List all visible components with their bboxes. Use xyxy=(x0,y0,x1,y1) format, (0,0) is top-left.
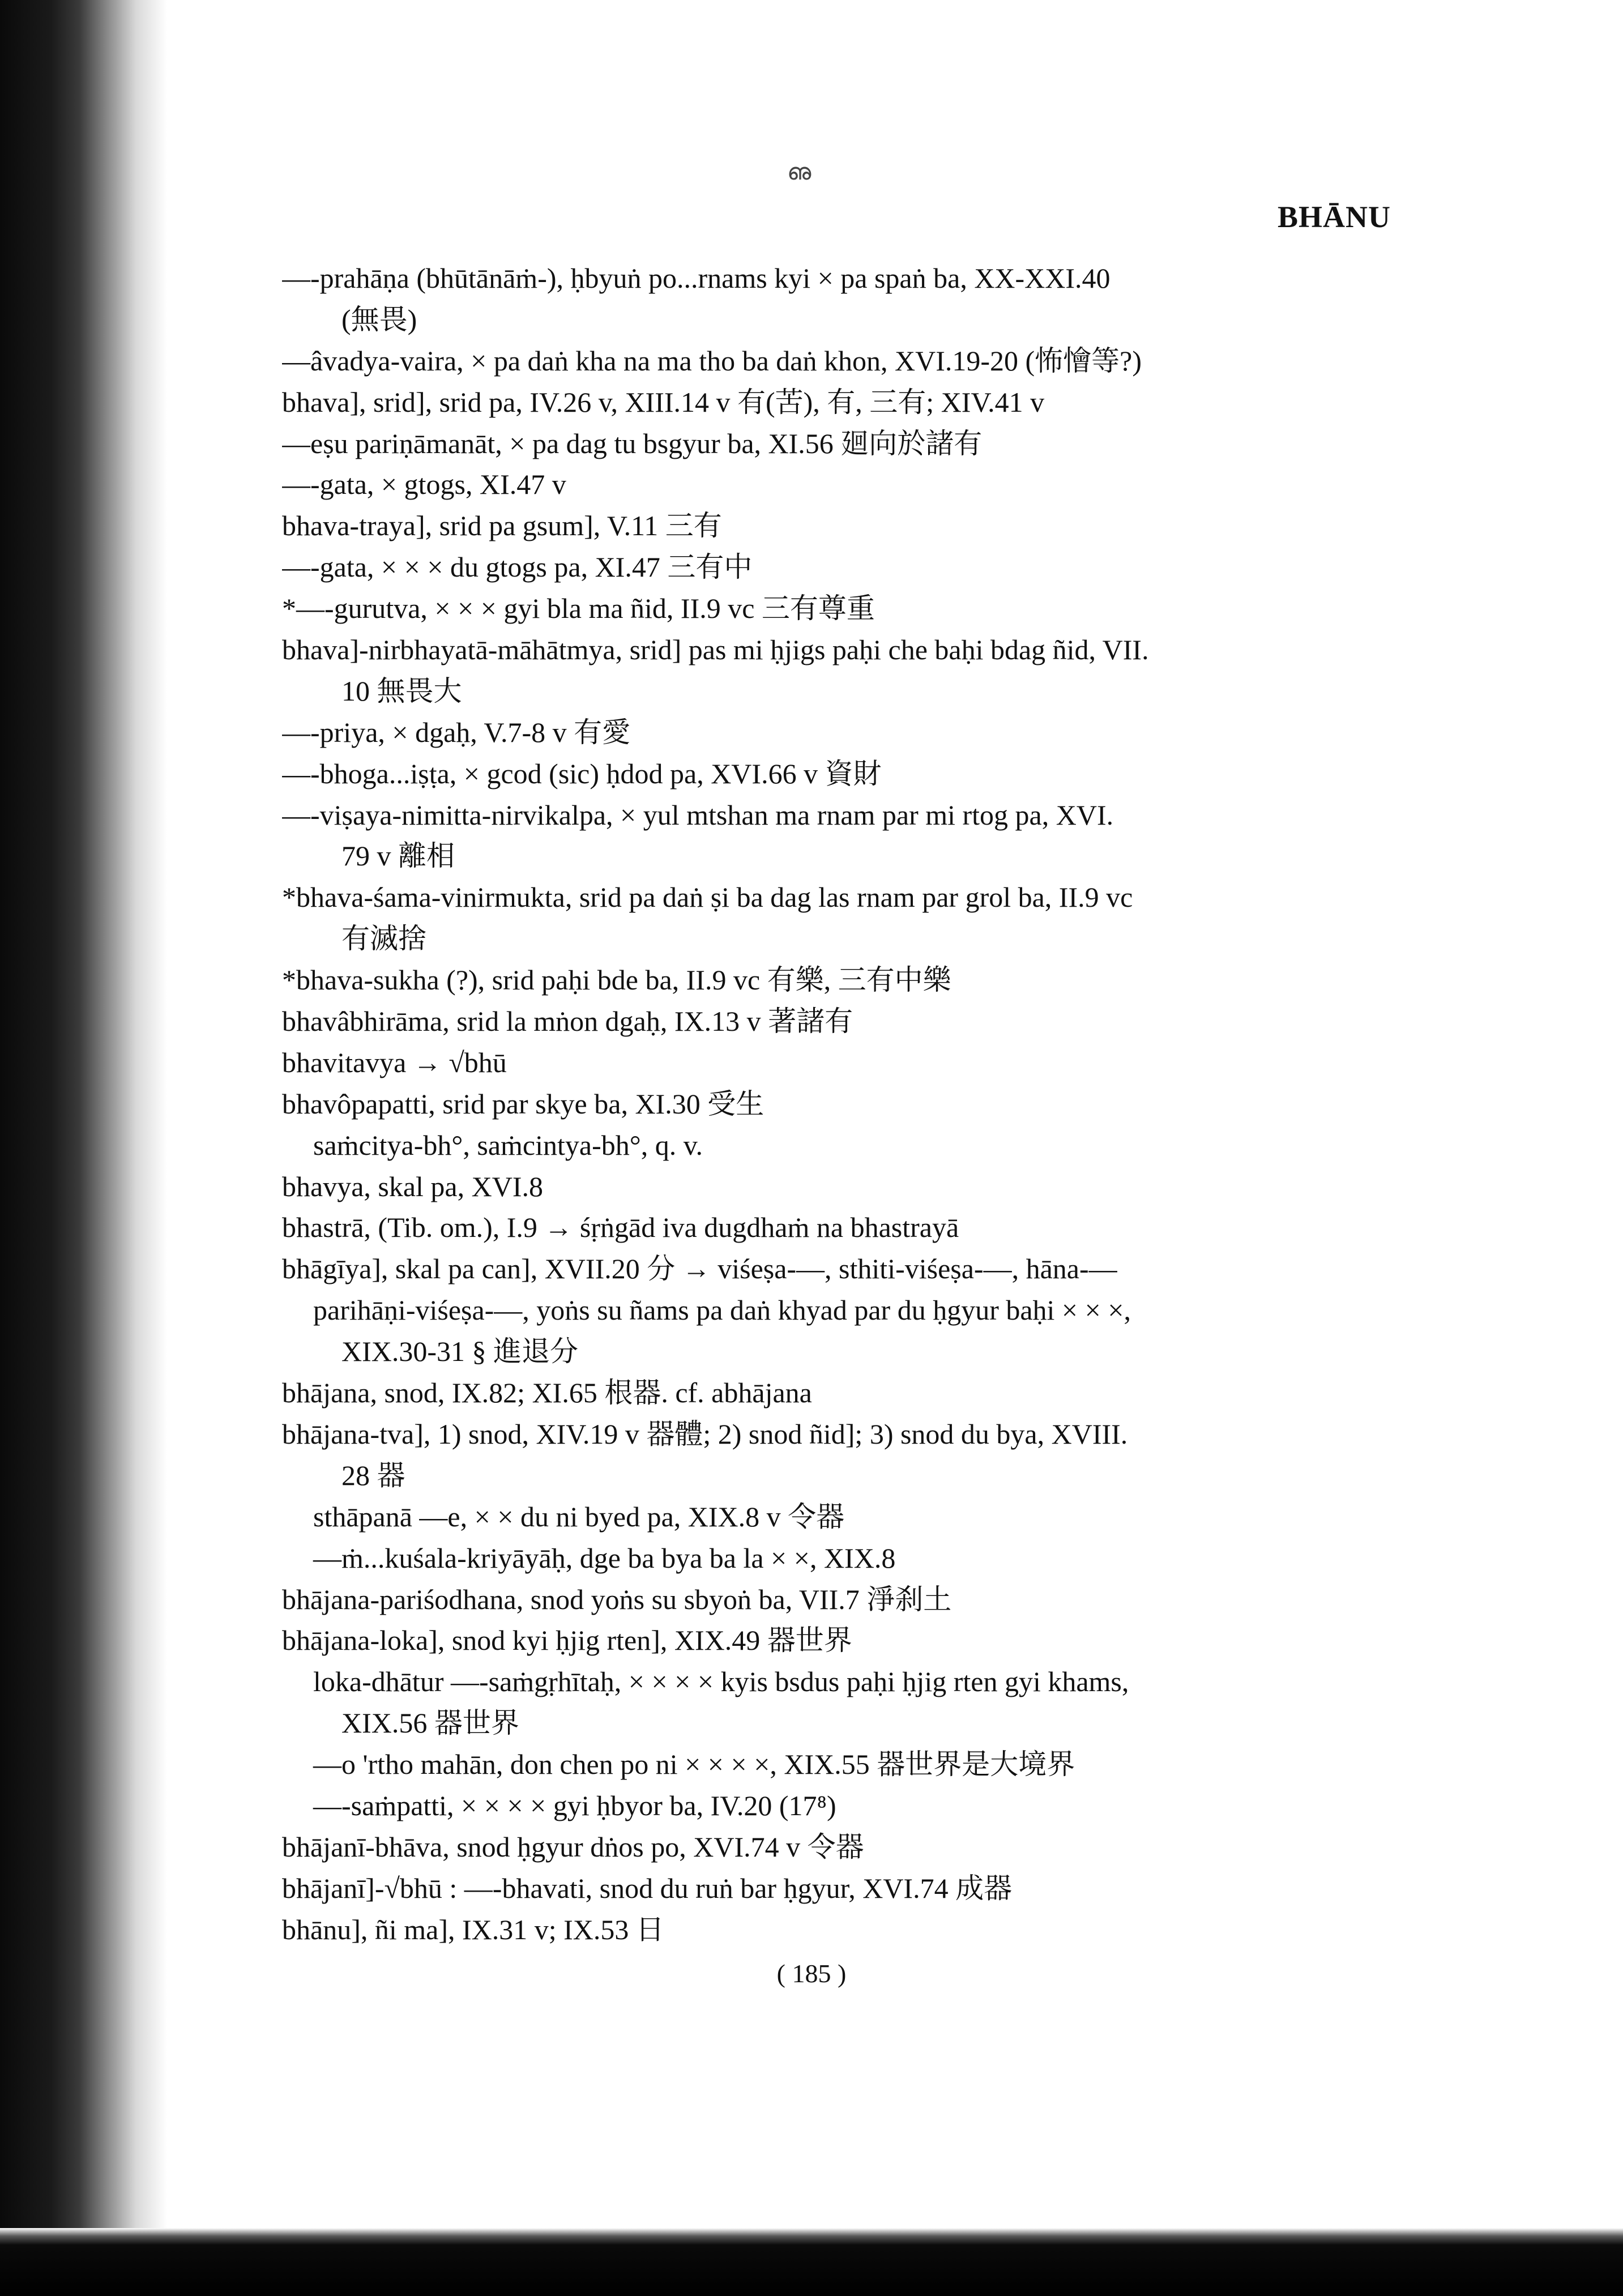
dictionary-entry-line: *bhava-sukha (?), srid paḥi bde ba, II.9 vc 有樂, 三有中樂 xyxy=(282,964,951,996)
running-head: BHĀNU xyxy=(1277,200,1391,234)
dictionary-entry-line: —-prahāṇa (bhūtānāṁ-), ḥbyuṅ po...rnams kyi × pa spaṅ ba, XX-XXI.40 xyxy=(282,262,1111,294)
dictionary-entry-line: —-bhoga...iṣṭa, × gcod (sic) ḥdod pa, XVI.66 v 資財 xyxy=(282,757,882,789)
dictionary-entry-line: sthāpanā —e, × × du ni byed pa, XIX.8 v 令器 xyxy=(313,1500,845,1533)
dictionary-entry-line: bhājanī]-√bhū : —-bhavati, snod du ruṅ bar ḥgyur, XVI.74 成器 xyxy=(282,1872,1013,1904)
dictionary-entry-line: bhājana, snod, IX.82; XI.65 根器. cf. abhājana xyxy=(282,1377,812,1409)
dictionary-entry-line: bhājanī-bhāva, snod ḥgyur dṅos po, XVI.74 v 令器 xyxy=(282,1830,864,1863)
dictionary-entry-line: —âvadya-vaira, × pa daṅ kha na ma tho ba daṅ khon, XVI.19-20 (怖懀等?) xyxy=(282,344,1142,377)
dictionary-entry-line: loka-dhātur —-saṁgṛhītaḥ, × × × × kyis bsdus paḥi ḥjig rten gyi khams, xyxy=(313,1666,1129,1698)
dictionary-entry-line: 79 v 離相 xyxy=(341,840,455,872)
dictionary-entry-line: bhājana-tva], 1) snod, XIV.19 v 器體; 2) snod ñid]; 3) snod du bya, XVIII. xyxy=(282,1418,1128,1450)
dictionary-entry-line: bhavitavya → √bhū xyxy=(282,1046,507,1078)
dictionary-entry-line: bhava], srid], srid pa, IV.26 v, XIII.14 v 有(苦), 有, 三有; XIV.41 v xyxy=(282,386,1045,418)
dictionary-entry-line: —-gata, × × × du gtogs pa, XI.47 三有中 xyxy=(282,551,753,583)
dictionary-entry-line: bhājana-loka], snod kyi ḥjig rten], XIX.49 器世界 xyxy=(282,1624,852,1657)
dictionary-entry-line: *—-gurutva, × × × gyi bla ma ñid, II.9 vc 三有尊重 xyxy=(282,592,875,625)
dictionary-entry-line: —ṁ...kuśala-kriyāyāḥ, dge ba bya ba la × ×, XIX.8 xyxy=(313,1542,896,1574)
dictionary-entries xyxy=(282,258,1403,1951)
dictionary-entry-line: 28 器 xyxy=(341,1459,405,1491)
page-mark: ഌ xyxy=(787,159,812,185)
dictionary-entry-line: parihāṇi-viśeṣa-—, yoṅs su ñams pa daṅ khyad par du ḥgyur baḥi × × ×, xyxy=(313,1294,1131,1326)
dictionary-entry-line: —-priya, × dgaḥ, V.7-8 v 有愛 xyxy=(282,716,631,748)
scan-bottom-edge xyxy=(0,2228,1623,2296)
dictionary-entry-line: 10 無畏大 xyxy=(341,675,462,707)
dictionary-entry-line: —-gata, × gtogs, XI.47 v xyxy=(282,468,566,501)
dictionary-entry-line: bhavâbhirāma, srid la mṅon dgaḥ, IX.13 v 著諸有 xyxy=(282,1005,853,1038)
dictionary-entry-line: bhastrā, (Tib. om.), I.9 → śṛṅgād iva dugdhaṁ na bhastrayā xyxy=(282,1211,959,1244)
dictionary-entry-line: bhavya, skal pa, XVI.8 xyxy=(282,1170,543,1202)
scan-left-shadow xyxy=(0,0,170,2296)
dictionary-entry-line: bhava-traya], srid pa gsum], V.11 三有 xyxy=(282,510,722,542)
dictionary-entry-line: *bhava-śama-vinirmukta, srid pa daṅ ṣi ba dag las rnam par grol ba, II.9 vc xyxy=(282,881,1133,914)
dictionary-entry-line: bhava]-nirbhayatā-māhātmya, srid] pas mi ḥjigs paḥi che baḥi bdag ñid, VII. xyxy=(282,634,1149,666)
dictionary-entry-line: (無畏) xyxy=(341,303,417,335)
dictionary-entry-line: bhavôpapatti, srid par skye ba, XI.30 受生 xyxy=(282,1087,764,1120)
dictionary-entry-line: —o 'rtho mahān, don chen po ni × × × ×, XIX.55 器世界是大境界 xyxy=(313,1748,1075,1781)
dictionary-entry-line: —-saṁpatti, × × × × gyi ḥbyor ba, IV.20 (17⁸) xyxy=(313,1789,836,1821)
dictionary-entry-line: XIX.56 器世界 xyxy=(341,1707,519,1739)
dictionary-entry-line: —-viṣaya-nimitta-nirvikalpa, × yul mtshan ma rnam par mi rtog pa, XVI. xyxy=(282,799,1114,831)
page-number: ( 185 ) xyxy=(776,1959,847,1988)
dictionary-entry-line: bhānu], ñi ma], IX.31 v; IX.53 日 xyxy=(282,1913,664,1945)
dictionary-entry-line: saṁcitya-bh°, saṁcintya-bh°, q. v. xyxy=(313,1129,703,1161)
dictionary-entry-line: XIX.30-31 § 進退分 xyxy=(341,1335,579,1368)
dictionary-entry-line: bhāgīya], skal pa can], XVII.20 分 → viśeṣa-—, sthiti-viśeṣa-—, hāna-— xyxy=(282,1253,1117,1285)
dictionary-entry-line: 有滅捨 xyxy=(341,923,426,955)
dictionary-entry-line: bhājana-pariśodhana, snod yoṅs su sbyoṅ ba, VII.7 淨刹土 xyxy=(282,1583,952,1615)
dictionary-entry-line: —eṣu pariṇāmanāt, × pa dag tu bsgyur ba, XI.56 廻向於諸有 xyxy=(282,427,983,459)
